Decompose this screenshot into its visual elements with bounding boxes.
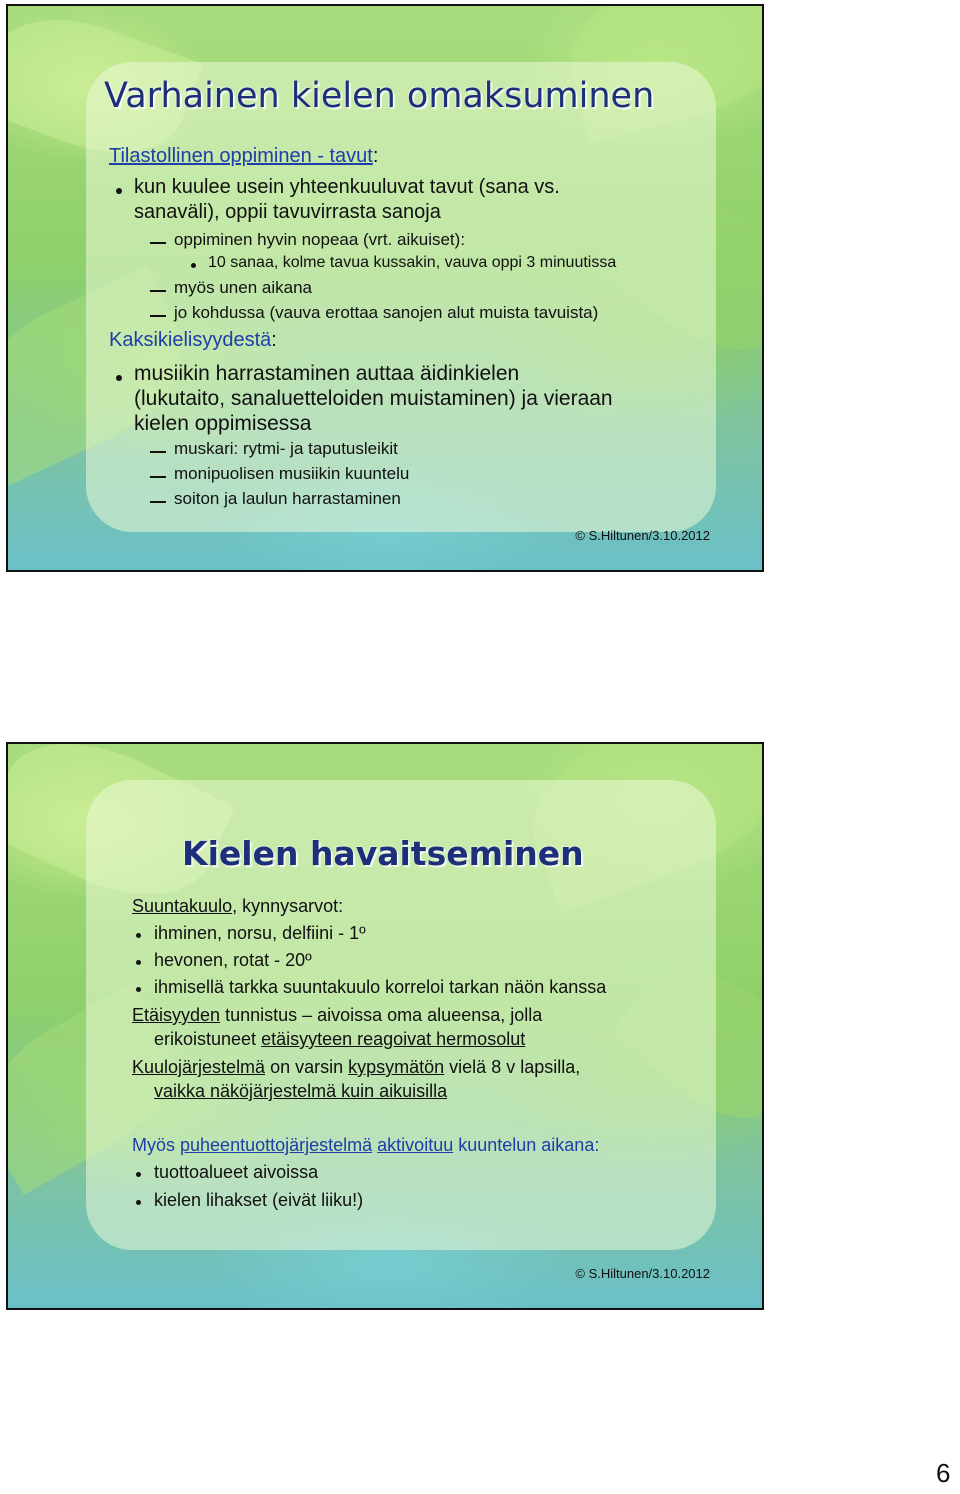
slide-title: Varhainen kielen omaksuminen	[104, 76, 655, 116]
sub-bullet-text: myös unen aikana	[174, 278, 312, 297]
bullet-text: kielen lihakset (eivät liiku!)	[154, 1190, 364, 1210]
sub-bullet-text: jo kohdussa (vauva erottaa sanojen alut muista tavuista)	[174, 303, 599, 322]
dash-icon	[150, 290, 166, 292]
bullet-icon	[136, 933, 141, 938]
sub-bullet-text: oppiminen hyvin nopeaa (vrt. aikuiset):	[174, 230, 466, 249]
bullet-text: kielen oppimisessa	[134, 412, 312, 435]
sub-bullet-text: muskari: rytmi- ja taputusleikit	[174, 439, 398, 458]
page-number: 6	[936, 1458, 951, 1488]
bullet-text: kun kuulee usein yhteenkuuluvat tavut (sana vs.	[134, 176, 560, 198]
bullet-icon	[136, 1172, 141, 1177]
slide-1	[6, 4, 764, 572]
paragraph-distance: Etäisyyden tunnistus – aivoissa oma alueensa, jolla	[132, 1005, 543, 1025]
dash-icon	[150, 315, 166, 317]
bullet-text: tuottoalueet aivoissa	[154, 1162, 319, 1182]
dash-icon	[150, 242, 166, 244]
bullet-icon	[116, 188, 122, 194]
paragraph-direction-hearing: Suuntakuulo, kynnysarvot:	[132, 896, 344, 916]
slide-2	[6, 742, 764, 1310]
bullet-text: musiikin harrastaminen auttaa äidinkielen	[134, 362, 520, 385]
bullet-icon	[136, 987, 141, 992]
paragraph-auditory-system-line2: vaikka näköjärjestelmä kuin aikuisilla	[154, 1081, 448, 1101]
bullet-icon	[136, 960, 141, 965]
bullet-text: ihmisellä tarkka suuntakuulo korreloi tarkan näön kanssa	[154, 977, 607, 997]
section-heading-bilingual: Kaksikielisyydestä:	[109, 329, 277, 351]
bullet-text: hevonen, rotat - 20º	[154, 950, 312, 970]
bullet-icon	[136, 1200, 141, 1205]
bullet-text: (lukutaito, sanaluetteloiden muistaminen) ja vieraan	[134, 387, 613, 410]
dash-icon	[150, 501, 166, 503]
bullet-text: sanaväli), oppii tavuvirrasta sanoja	[134, 201, 441, 223]
copyright-label: © S.Hiltunen/3.10.2012	[575, 528, 710, 543]
paragraph-speech-production: Myös puheentuottojärjestelmä aktivoituu kuuntelun aikana:	[132, 1135, 600, 1155]
sub-bullet-text: monipuolisen musiikin kuuntelu	[174, 464, 410, 483]
sub-sub-bullet-text: 10 sanaa, kolme tavua kussakin, vauva oppi 3 minuutissa	[208, 254, 617, 271]
bullet-text: ihminen, norsu, delfiini - 1º	[154, 923, 366, 943]
section-heading-statistical: Tilastollinen oppiminen - tavut:	[109, 145, 379, 167]
paragraph-auditory-system: Kuulojärjestelmä on varsin kypsymätön vielä 8 v lapsilla,	[132, 1057, 581, 1077]
copyright-label: © S.Hiltunen/3.10.2012	[575, 1266, 710, 1281]
sub-bullet-text: soiton ja laulun harrastaminen	[174, 489, 401, 508]
dash-icon	[150, 476, 166, 478]
slide-title: Kielen havaitseminen	[182, 834, 584, 873]
paragraph-distance-line2: erikoistuneet etäisyyteen reagoivat hermosolut	[154, 1029, 526, 1049]
bullet-icon	[116, 375, 122, 381]
bullet-icon	[191, 263, 196, 268]
dash-icon	[150, 451, 166, 453]
